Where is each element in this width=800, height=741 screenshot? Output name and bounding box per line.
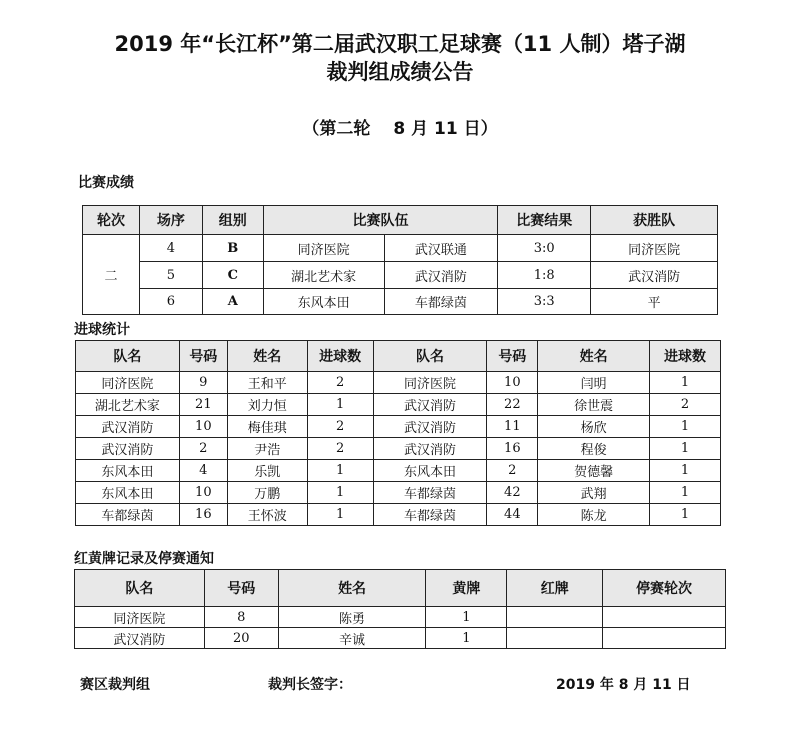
header-yellow: 黄牌	[426, 570, 507, 607]
results-row	[83, 289, 718, 315]
goals-cell: 2	[307, 416, 373, 438]
team-cell: 武汉消防	[76, 438, 180, 460]
goals-cell: 2	[650, 394, 721, 416]
number-cell: 11	[487, 416, 538, 438]
number-cell: 20	[204, 628, 278, 649]
team2-cell: 武汉联通	[384, 235, 498, 262]
header-name: 姓名	[227, 341, 307, 372]
name-cell: 陈龙	[538, 504, 650, 526]
header-number: 号码	[204, 570, 278, 607]
number-cell: 21	[179, 394, 227, 416]
number-cell: 44	[487, 504, 538, 526]
header-number: 号码	[179, 341, 227, 372]
team-cell: 同济医院	[75, 607, 205, 628]
team1-cell: 同济医院	[263, 235, 384, 262]
header-name: 姓名	[538, 341, 650, 372]
table-row	[75, 628, 726, 649]
table-row	[76, 482, 721, 504]
footer-date: 2019 年 8 月 11 日	[556, 677, 691, 693]
round-cell: 二	[83, 235, 140, 315]
name-cell: 武翔	[538, 482, 650, 504]
team-cell: 东风本田	[373, 460, 487, 482]
name-cell: 闫明	[538, 372, 650, 394]
score-cell: 1:8	[498, 262, 591, 289]
winner-cell: 武汉消防	[591, 262, 718, 289]
name-cell: 贺德馨	[538, 460, 650, 482]
goals-cell: 1	[650, 372, 721, 394]
header-suspension: 停赛轮次	[603, 570, 726, 607]
name-cell: 杨欣	[538, 416, 650, 438]
header-team: 队名	[75, 570, 205, 607]
goals-cell: 2	[307, 372, 373, 394]
name-cell: 梅佳琪	[227, 416, 307, 438]
goals-cell: 2	[307, 438, 373, 460]
team-cell: 车都绿茵	[373, 482, 487, 504]
name-cell: 辛诚	[278, 628, 426, 649]
header-round: 轮次	[83, 206, 140, 235]
number-cell: 9	[179, 372, 227, 394]
number-cell: 10	[487, 372, 538, 394]
red-cell	[507, 628, 603, 649]
table-row	[76, 372, 721, 394]
name-cell: 程俊	[538, 438, 650, 460]
team-cell: 东风本田	[76, 460, 180, 482]
group-cell: B	[202, 235, 263, 262]
team-cell: 同济医院	[373, 372, 487, 394]
team-cell: 武汉消防	[75, 628, 205, 649]
round-date: （第二轮 8 月 11 日）	[302, 119, 498, 139]
number-cell: 2	[487, 460, 538, 482]
suspension-cell	[603, 628, 726, 649]
name-cell: 王怀波	[227, 504, 307, 526]
team-cell: 车都绿茵	[76, 504, 180, 526]
results-header-row	[83, 206, 718, 235]
cards-section-title: 红黄牌记录及停赛通知	[74, 551, 214, 567]
referee-group-label: 赛区裁判组	[80, 677, 150, 693]
table-row	[76, 460, 721, 482]
team-cell: 同济医院	[76, 372, 180, 394]
header-number: 号码	[487, 341, 538, 372]
number-cell: 22	[487, 394, 538, 416]
team1-cell: 湖北艺术家	[263, 262, 384, 289]
team2-cell: 武汉消防	[384, 262, 498, 289]
goals-cell: 1	[307, 482, 373, 504]
goals-cell: 1	[650, 504, 721, 526]
seq-cell: 6	[139, 289, 202, 315]
goals-cell: 1	[307, 504, 373, 526]
header-red: 红牌	[507, 570, 603, 607]
header-goals: 进球数	[307, 341, 373, 372]
number-cell: 2	[179, 438, 227, 460]
results-section-title: 比赛成绩	[78, 175, 134, 191]
goals-section-title: 进球统计	[74, 322, 130, 338]
team-cell: 武汉消防	[76, 416, 180, 438]
winner-cell: 同济医院	[591, 235, 718, 262]
name-cell: 徐世震	[538, 394, 650, 416]
team-cell: 武汉消防	[373, 416, 487, 438]
goals-table	[75, 340, 721, 526]
goals-cell: 1	[650, 460, 721, 482]
table-row	[76, 394, 721, 416]
table-row	[76, 438, 721, 460]
cards-header-row	[75, 570, 726, 607]
goals-cell: 1	[307, 460, 373, 482]
group-cell: A	[202, 289, 263, 315]
number-cell: 10	[179, 416, 227, 438]
team-cell: 东风本田	[76, 482, 180, 504]
page-title: 2019 年“长江杯”第二届武汉职工足球赛（11 人制）塔子湖	[114, 32, 686, 56]
table-row	[75, 607, 726, 628]
seq-cell: 5	[139, 262, 202, 289]
goals-header-row	[76, 341, 721, 372]
header-team: 队名	[373, 341, 487, 372]
number-cell: 4	[179, 460, 227, 482]
header-goals: 进球数	[650, 341, 721, 372]
score-cell: 3:0	[498, 235, 591, 262]
goals-cell: 1	[650, 438, 721, 460]
number-cell: 16	[487, 438, 538, 460]
yellow-cell: 1	[426, 628, 507, 649]
number-cell: 42	[487, 482, 538, 504]
goals-cell: 1	[650, 416, 721, 438]
number-cell: 16	[179, 504, 227, 526]
table-row	[76, 504, 721, 526]
team-cell: 湖北艺术家	[76, 394, 180, 416]
header-winner: 获胜队	[591, 206, 718, 235]
goals-cell: 1	[650, 482, 721, 504]
seq-cell: 4	[139, 235, 202, 262]
name-cell: 陈勇	[278, 607, 426, 628]
header-teams: 比赛队伍	[263, 206, 498, 235]
header-name: 姓名	[278, 570, 426, 607]
suspension-cell	[603, 607, 726, 628]
name-cell: 尹浩	[227, 438, 307, 460]
winner-cell: 平	[591, 289, 718, 315]
goals-cell: 1	[307, 394, 373, 416]
yellow-cell: 1	[426, 607, 507, 628]
signature-label: 裁判长签字：	[268, 677, 352, 693]
name-cell: 王和平	[227, 372, 307, 394]
team-cell: 武汉消防	[373, 394, 487, 416]
red-cell	[507, 607, 603, 628]
results-row	[83, 262, 718, 289]
table-row	[76, 416, 721, 438]
team-cell: 车都绿茵	[373, 504, 487, 526]
results-row	[83, 235, 718, 262]
header-group: 组别	[202, 206, 263, 235]
team2-cell: 车都绿茵	[384, 289, 498, 315]
name-cell: 乐凯	[227, 460, 307, 482]
page-subtitle: 裁判组成绩公告	[326, 60, 474, 84]
cards-table	[74, 569, 726, 649]
results-table	[82, 205, 718, 315]
header-team: 队名	[76, 341, 180, 372]
header-seq: 场序	[139, 206, 202, 235]
group-cell: C	[202, 262, 263, 289]
score-cell: 3:3	[498, 289, 591, 315]
name-cell: 万鹏	[227, 482, 307, 504]
number-cell: 8	[204, 607, 278, 628]
name-cell: 刘力恒	[227, 394, 307, 416]
team-cell: 武汉消防	[373, 438, 487, 460]
header-score: 比赛结果	[498, 206, 591, 235]
team1-cell: 东风本田	[263, 289, 384, 315]
number-cell: 10	[179, 482, 227, 504]
